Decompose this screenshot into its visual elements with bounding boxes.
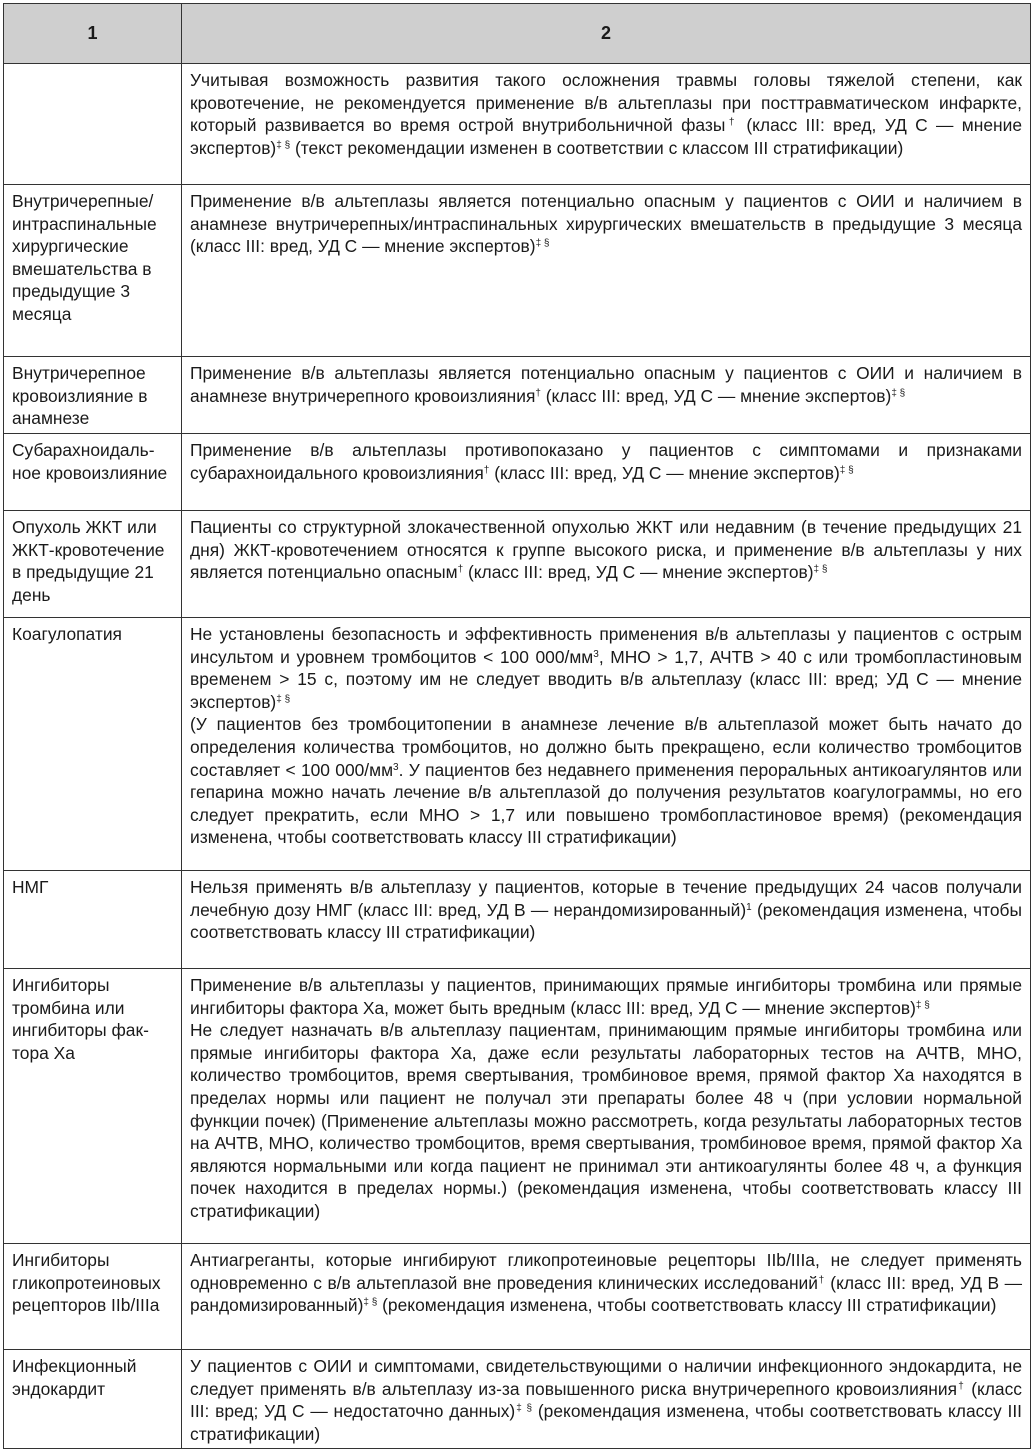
- footnote-mark: ‡ §: [276, 693, 291, 705]
- recommendation-paragraph: [190, 362, 1022, 407]
- table-row: [4, 871, 1031, 969]
- footnote-mark: ‡ §: [363, 1297, 378, 1309]
- recommendation-cell: [182, 969, 1031, 1244]
- condition-text: Ингибиторы тромбина или ингибиторы фактора Ха: [12, 975, 149, 1063]
- recommendation-paragraph: [190, 1249, 1022, 1317]
- condition-text: Коагулопатия: [12, 624, 122, 644]
- footnote-mark: ‡ §: [535, 238, 550, 250]
- condition-text: НМГ: [12, 877, 49, 897]
- text-run: (класс III: вред, УД С — мнение экспертов): [489, 462, 840, 483]
- table-row: [4, 64, 1031, 185]
- condition-cell: [4, 618, 182, 871]
- table-row: [4, 1244, 1031, 1350]
- recommendation-paragraph: [190, 439, 1022, 484]
- text-run: (класс III: вред, УД С — мнение экспертов): [190, 115, 1022, 158]
- text-run: Нельзя применять в/в альтеплазу у пациентов, которые в течение предыдущих 24 часов получали лечебную дозу НМГ (класс III: вред, УД В — нерандомизированный): [190, 877, 1022, 920]
- footnote-mark: ‡ §: [813, 564, 828, 576]
- table-row: [4, 1350, 1031, 1449]
- text-run: Пациенты со структурной злокачественной опухолью ЖКТ или недавним (в течение предыдущих 21 дня) ЖКТ-кровотечением относятся к группе высокого риска, и применение в/в альтеплазы у них является потенциально опасным: [190, 517, 1022, 583]
- recommendation-cell: [182, 434, 1031, 511]
- recommendation-paragraph: [190, 190, 1022, 258]
- text-run: (класс III: вред, УД С — мнение экспертов): [540, 385, 892, 406]
- condition-cell: [4, 64, 182, 185]
- condition-text: Внутричерепное кровоизлияние в анамнезе: [12, 363, 148, 429]
- footnote-mark: ‡ §: [915, 999, 930, 1011]
- recommendation-cell: [182, 185, 1031, 357]
- footnote-mark: ‡ §: [839, 464, 854, 476]
- text-run: Антиагреганты, которые ингибируют гликопротеиновые рецепторы IIb/IIIa, не следует применять одновременно с в/в альтеплазой вне проведения клинических исследований: [190, 1250, 1022, 1293]
- footnote-mark: ‡ §: [891, 387, 906, 399]
- recommendation-paragraph: [190, 69, 1022, 159]
- header-row: [4, 4, 1031, 64]
- table-row: [4, 969, 1031, 1244]
- recommendation-paragraph: [190, 713, 1022, 849]
- footnote-mark: ‡ §: [515, 1403, 533, 1415]
- footnote-mark: 1: [746, 901, 752, 913]
- text-run: . У пациентов без недавнего применения пероральных антикоагулянтов или гепарина можно начать лечение в/в альтеплазой до получения результатов коагулограммы, но его следует прекратить, если МНО > 1,7 или повышено тромбопластиновое время) (рекомендация изменена, чтобы соответствовать классу III стратификации): [190, 759, 1022, 848]
- condition-cell: [4, 434, 182, 511]
- footnote-mark: 3: [593, 648, 599, 660]
- text-run: (класс III: вред, УД В — рандомизированный): [190, 1272, 1023, 1316]
- footnote-mark: ‡ §: [276, 139, 291, 151]
- text-run: Не установлены безопасность и эффективность применения в/в альтеплазы у пациентов с острым инсультом и уровнем тромбоцитов < 100 000/мм: [190, 624, 1022, 667]
- table-row: [4, 434, 1031, 511]
- text-run: Не следует назначать в/в альтеплазу пациентам, принимающим прямые ингибиторы тромбина или прямые ингибиторы фактора Ха, даже если результаты лабораторных тестов на АЧТВ, МНО, количество тромбоцитов, время свертывания, тромбиновое время, прямой фактор Ха находятся в пределах нормы или пациент не получал эти препараты более 48 ч (при условии нормальной функции почек) (Применение альтеплазы можно рассмотреть, когда результаты лабораторных тестов на АЧТВ, МНО, количество тромбоцитов, время свертывания, тромбиновое время, прямой фактор Ха являются нормальными или когда пациент не принимал эти антикоагулянты более 48 ч, а функция почек находится в пределах нормы.) (рекомендация изменена, чтобы соответствовать классу III стратификации): [190, 1020, 1022, 1221]
- text-run: Применение в/в альтеплазы у пациентов, принимающих прямые ингибиторы тромбина или прямые ингибиторы фактора Ха, может быть вредным (класс III: вред, УД С — мнение экспертов): [190, 975, 1022, 1018]
- text-run: Применение в/в альтеплазы является потенциально опасным у пациентов с ОИИ и наличием в анамнезе внутричерепных/интраспинальных хирургических вмешательств в предыдущие 3 месяца (класс III: вред, УД С — мнение экспертов): [190, 191, 1022, 257]
- condition-text: Опухоль ЖКТ или ЖКТ-кровотечение в предыдущие 21 день: [12, 517, 165, 605]
- table-row: [4, 185, 1031, 357]
- text-run: (У пациентов без тромбоцитопении в анамнезе лечение в/в альтеплазой может быть начато до определения количества тромбоцитов, но должно быть прекращено, если количество тромбоцитов составляет < 100 000/мм: [190, 714, 1022, 780]
- text-run: , МНО > 1,7, АЧТВ > 40 с или тромбопластиновым временем > 15 с, поэтому им не следует вводить в/в альтеплазу (класс III: вред; УД С — мнение экспертов): [190, 646, 1022, 712]
- recommendation-cell: [182, 1350, 1031, 1449]
- table-row: [4, 357, 1031, 434]
- condition-text: Инфекционный эндокардит: [12, 1356, 137, 1399]
- footnote-mark: †: [457, 564, 464, 576]
- text-run: Применение в/в альтеплазы является потенциально опасным у пациентов с ОИИ и наличием в анамнезе внутричерепного кровоизлияния: [190, 363, 1022, 406]
- condition-cell: [4, 357, 182, 434]
- text-run: (рекомендация изменена, чтобы соответствовать классу III стратификации): [190, 1401, 1023, 1444]
- column-header-2: 2: [182, 4, 1031, 64]
- recommendation-cell: [182, 511, 1031, 618]
- recommendation-paragraph: [190, 623, 1022, 713]
- recommendation-paragraph: [190, 876, 1022, 944]
- recommendation-cell: [182, 357, 1031, 434]
- recommendation-paragraph: [190, 516, 1022, 584]
- condition-cell: [4, 511, 182, 618]
- column-header-1: 1: [4, 4, 182, 64]
- footnote-mark: †: [483, 464, 490, 476]
- condition-cell: [4, 969, 182, 1244]
- footnote-mark: †: [817, 1274, 825, 1286]
- text-run: Применение в/в альтеплазы противопоказано у пациентов с симптомами и признаками субарахноидального кровоизлияния: [190, 440, 1022, 483]
- condition-text: Внутричерепные/интраспинальные хирургические вмешательства в предыдущие 3 месяца: [12, 191, 157, 324]
- condition-cell: [4, 185, 182, 357]
- recommendation-paragraph: [190, 974, 1022, 1019]
- condition-cell: [4, 1244, 182, 1350]
- table-row: [4, 511, 1031, 618]
- text-run: (класс III: вред, УД С — мнение экспертов): [463, 562, 814, 583]
- recommendation-cell: [182, 1244, 1031, 1350]
- text-run: (рекомендация изменена, чтобы соответствовать классу III стратификации): [190, 899, 1022, 943]
- recommendation-paragraph: [190, 1019, 1022, 1222]
- text-run: (класс III: вред; УД С — недостаточно данных): [190, 1378, 1022, 1422]
- recommendations-table: [3, 3, 1031, 1449]
- recommendation-cell: [182, 871, 1031, 969]
- recommendation-cell: [182, 64, 1031, 185]
- text-run: Учитывая возможность развития такого осложнения травмы головы тяжелой степени, как кровотечение, не рекомендуется применение в/в альтеплазы при посттравматическом инфаркте, который развивается во время острой внутрибольничной фазы: [190, 70, 1022, 136]
- condition-cell: [4, 1350, 182, 1449]
- recommendation-paragraph: [190, 1355, 1022, 1445]
- footnote-mark: †: [725, 117, 738, 129]
- text-run: (рекомендация изменена, чтобы соответствовать классу III стратификации): [377, 1295, 997, 1316]
- condition-text: Субарахноидальное кровоизлияние: [12, 440, 168, 483]
- table-row: [4, 618, 1031, 871]
- footnote-mark: 3: [393, 761, 399, 773]
- condition-cell: [4, 871, 182, 969]
- text-run: (текст рекомендации изменен в соответствии с классом III стратификации): [290, 137, 904, 158]
- text-run: У пациентов с ОИИ и симптомами, свидетельствующими о наличии инфекционного эндокардита, не следует применять в/в альтеплазу из-за повышенного риска внутричерепного кровоизлияния: [190, 1356, 1022, 1399]
- footnote-mark: †: [535, 387, 541, 399]
- recommendation-cell: [182, 618, 1031, 871]
- footnote-mark: †: [957, 1380, 966, 1392]
- condition-text: Ингибиторы гликопротеиновых рецепторов IIb/IIIa: [12, 1250, 161, 1316]
